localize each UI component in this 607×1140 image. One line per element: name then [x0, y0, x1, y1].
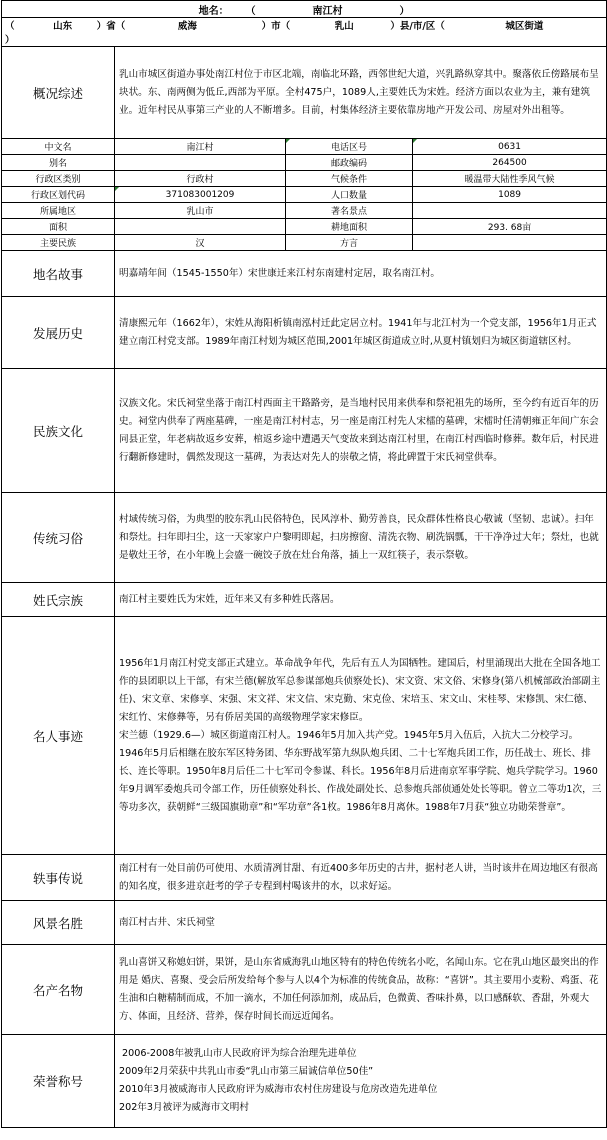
scenery-row — [2, 901, 607, 945]
customs-row — [2, 493, 607, 583]
county-suffix: ）县/市/区（ — [390, 21, 445, 32]
overview-text: 乳山市城区街道办事处南江村位于市区北端，南临北环路，西邻世纪大道，兴乳路纵穿其中。聚落依丘傍路展布呈块状。东、南两侧为低丘,西部为平原。全村475户，1089人,主要姓氏为宋姓。经济方面以农业为主，兼有建筑业。近年村民从事第三产业的人不断增多。目前，村集体经济主要依靠房地产开发公司、房屋对外出租等。 — [115, 47, 607, 139]
info-row-1 — [2, 139, 607, 155]
customs-label: 传统习俗 — [2, 493, 115, 583]
honor-item: 2010年3月被威海市人民政府评为威海市农村住房建设与危房改造先进单位 — [119, 1084, 438, 1095]
village-info-table — [1, 0, 607, 1128]
honor-item: 202年3月被评为威海市文明村 — [119, 1102, 249, 1113]
figures-para-1: 1956年1月南江村党支部正式建立。革命战争年代，先后有五人为国牺牲。建国后，村里涌现出大批在全国各地工作的县团职以上干部，有宋兰德(解放军总参谋部炮兵侦察处长)、宋文资、宋文俗、宋修身(第八机械部政治部副主任)、宋文章、宋修享、宋强、宋文祥、宋文信、宋克勤、宋克俭、宋培玉、宋文山、宋桂琴、宋修凯、宋仁德、宋红竹、宋修彝等，另有侨居美国的高级物理学家宋修臣。 — [119, 657, 601, 723]
info-row-3 — [2, 171, 607, 187]
scenic-label: 著名景点 — [286, 203, 413, 219]
postcode-value: 264500 — [413, 155, 607, 171]
products-label: 名产名物 — [2, 945, 115, 1035]
dialect-label: 方言 — [286, 235, 413, 251]
cell-marker-icon — [115, 187, 119, 191]
scenery-label: 风景名胜 — [2, 901, 115, 945]
place-name: 南江村 — [312, 5, 343, 17]
legends-label: 轶事传说 — [2, 855, 115, 901]
population-value: 1089 — [413, 187, 607, 203]
history-row — [2, 297, 607, 369]
area-value — [115, 219, 286, 235]
figures-para-2: 宋兰德（1929.6—）城区街道南江村人。1946年5月加入共产党。1945年5月入伍后，入抗大二分校学习。1946年5月后相继在胶东军区特务团、华东野战军第九纵队炮兵团、二十七军炮兵团工作，历任战士、班长、排长、连长等职。1950年8月后任二十七军司令参谋、科长。1956年8月后进南京军事学院、炮兵学院学习。1960年9月调军委炮兵司令部工作，历任侦察处科长、作战处副处长、总参炮兵部侦通处处长等职。曾立二等功1次，三等功多次，获朝鲜“三级国旗勋章”和“军功章”各1枚。1986年8月离休。1988年7月获“独立功勋荣誉章”。 — [119, 729, 602, 813]
alias-value — [115, 155, 286, 171]
region-open: （ — [5, 21, 15, 32]
climate-value: 暖温带大陆性季风气候 — [413, 171, 607, 187]
region-line — [2, 18, 607, 47]
admin-code-value — [115, 187, 286, 203]
place-close: ） — [399, 5, 410, 17]
legends-row — [2, 855, 607, 901]
info-row-6 — [2, 219, 607, 235]
honor-item: 2006-2008年被乳山市人民政府评为综合治理先进单位 — [119, 1048, 357, 1059]
place-title — [2, 1, 607, 18]
region-value: 乳山市 — [115, 203, 286, 219]
county: 乳山 — [334, 21, 354, 32]
cell-marker-icon — [413, 139, 417, 143]
info-row-2 — [2, 155, 607, 171]
postcode-label: 邮政编码 — [286, 155, 413, 171]
products-text: 乳山喜饼又称媳妇饼，果饼，是山东省威海乳山地区特有的特色传统名小吃，名闻山东。它在乳山地区最突出的作用是 婚庆、喜聚、受会后所发给每个参与人以4个为标准的传统食品，故称：“喜饼”。其主要用小麦粉、鸡蛋、花生油和白糖精制而成，不加一滴水，不加任何添加剂，成品后，色微黄、香味扑鼻，以口感酥软、香甜，外观大方、体面，且经济、营养，保存时间长而远近闻名。 — [115, 945, 607, 1035]
province: 山东 — [53, 21, 73, 32]
region-label: 所属地区 — [2, 203, 115, 219]
phone-code-value-text: 0631 — [498, 141, 521, 152]
region-row — [2, 18, 607, 47]
population-label: 人口数量 — [286, 187, 413, 203]
region-close: ） — [5, 35, 15, 46]
province-suffix: ）省（ — [96, 21, 126, 32]
overview-label: 概况综述 — [2, 47, 115, 139]
culture-text: 汉族文化。宋氏祠堂坐落于南江村西面主干路路旁，是当地村民用来供奉和祭祀祖先的场所，至今约有近百年的历史。祠堂内供奉了两座墓碑，一座是南江村村志，另一座是南江村先人宋檑的墓碑，宋檑时任清朝雍正年间广东会同县正堂，年老病故返乡安葬，棺返乡途中遭遇天气变故来到达南江村里，在南江村西临时修葬。数年后，村民进行翻新修建时，偶然发现这一墓碑，为表达对先人的崇敬之情，将此碑置于宋氏祠堂供奉。 — [115, 369, 607, 493]
honor-item: 2009年2月荣获中共乳山市委“乳山市第三届诚信单位50佳” — [119, 1066, 374, 1077]
legends-text: 南江村有一处目前仍可使用、水质清冽甘甜、有近400多年历史的古井，据村老人讲，当时该井在周边地区有很高的知名度，很多进京赶考的学子专程到村喝该井的水，以求好运。 — [115, 855, 607, 901]
admin-code-label: 行政区划代码 — [2, 187, 115, 203]
place-label: 地名： — [198, 5, 229, 17]
honors-row — [2, 1035, 607, 1128]
chinese-name-value: 南江村 — [115, 139, 286, 155]
clan-row — [2, 583, 607, 617]
honors-list — [115, 1035, 607, 1128]
admin-type-label: 行政区类别 — [2, 171, 115, 187]
farmland-label: 耕地面积 — [286, 219, 413, 235]
area-label: 面积 — [2, 219, 115, 235]
title-row — [2, 1, 607, 18]
dialect-value — [413, 235, 607, 251]
district: 城区街道 — [505, 21, 544, 32]
culture-label: 民族文化 — [2, 369, 115, 493]
info-row-5 — [2, 203, 607, 219]
ethnic-value: 汉 — [115, 235, 286, 251]
clan-label: 姓氏宗族 — [2, 583, 115, 617]
history-label: 发展历史 — [2, 297, 115, 369]
figures-cell — [115, 617, 607, 855]
info-row-4 — [2, 187, 607, 203]
figures-row — [2, 617, 607, 855]
scenery-text: 南江村古井、宋氏祠堂 — [115, 901, 607, 945]
city: 威海 — [177, 21, 197, 32]
city-suffix: ）市（ — [261, 21, 291, 32]
admin-type-value: 行政村 — [115, 171, 286, 187]
story-text: 明嘉靖年间（1545-1550年）宋世康迁来江村东南建村定居，取名南江村。 — [115, 251, 607, 297]
info-row-7 — [2, 235, 607, 251]
scenic-value — [413, 203, 607, 219]
figures-label: 名人事迹 — [2, 617, 115, 855]
climate-label: 气候条件 — [286, 171, 413, 187]
phone-code-label-text: 电话区号 — [330, 143, 367, 153]
phone-code-label — [286, 139, 413, 155]
products-row — [2, 945, 607, 1035]
culture-row — [2, 369, 607, 493]
clan-text: 南江村主要姓氏为宋姓，近年来又有多种姓氏落居。 — [115, 583, 607, 617]
alias-label: 别名 — [2, 155, 115, 171]
farmland-value: 293. 68亩 — [413, 219, 607, 235]
honors-label: 荣誉称号 — [2, 1035, 115, 1128]
customs-text: 村域传统习俗，为典型的胶东乳山民俗特色，民风淳朴、勤劳善良，民众群体性格良心敬诚（坚韧、忠诚）。扫年和祭灶。扫年即扫尘，这一天家家户户黎明即起，扫房擦窗、清洗衣物、刷洗锅瓢，干干净净过大年；祭灶，也就是敬灶王爷，在小年晚上会盛一碗饺子放在灶台角落，插上一双红筷子，表示祭敬。 — [115, 493, 607, 583]
ethnic-label: 主要民族 — [2, 235, 115, 251]
story-label: 地名故事 — [2, 251, 115, 297]
story-row — [2, 251, 607, 297]
admin-code-value-text: 371083001209 — [165, 189, 235, 200]
overview-row — [2, 47, 607, 139]
place-open: （ — [245, 5, 256, 17]
history-text: 清康熙元年（1662年），宋姓从海阳析镇南泓村迁此定居立村。1941年与北江村为一个党支部，1956年1月正式建立南江村党支部。1989年南江村划为城区范围,2001年城区街道成立时,从夏村镇划归为城区街道辖区村。 — [115, 297, 607, 369]
phone-code-value — [413, 139, 607, 155]
chinese-name-label: 中文名 — [2, 139, 115, 155]
cell-marker-icon — [286, 139, 290, 143]
